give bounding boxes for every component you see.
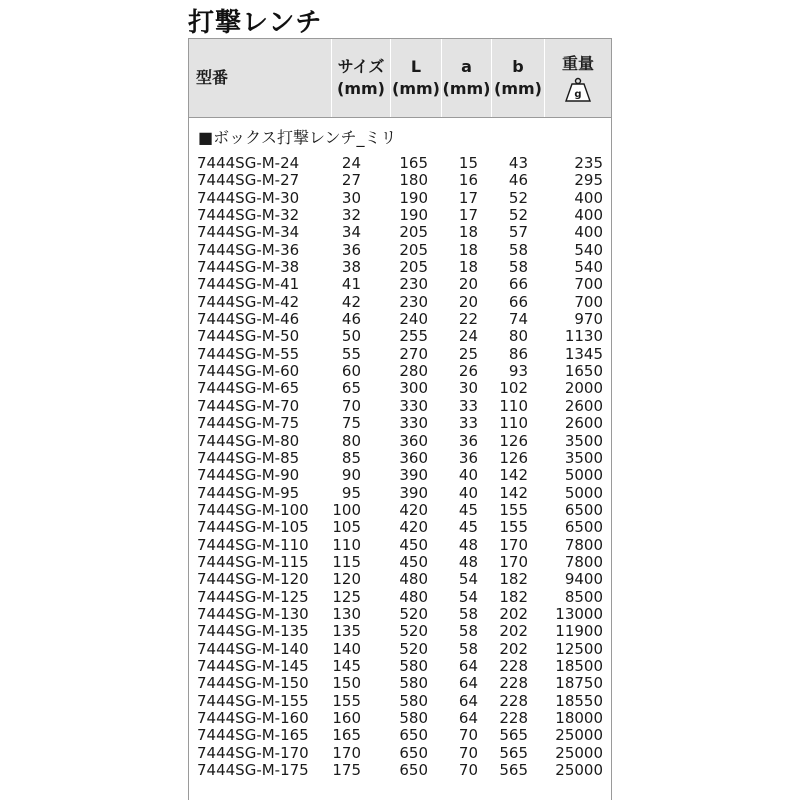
- a-cell: 40: [458, 466, 478, 485]
- header-a-unit: (mm): [442, 79, 491, 98]
- L-cell: 520: [399, 622, 428, 641]
- header-L-unit: (mm): [392, 79, 440, 98]
- table-row: [189, 276, 611, 293]
- model-cell: 7444SG-M-130: [197, 604, 309, 623]
- table-row: [189, 467, 611, 484]
- table-row: [189, 606, 611, 623]
- L-cell: 165: [399, 154, 428, 172]
- b-cell: 170: [499, 552, 528, 571]
- a-cell: 33: [458, 396, 478, 415]
- size-cell: 90: [341, 466, 361, 485]
- a-cell: 58: [458, 622, 478, 641]
- model-cell: 7444SG-M-42: [197, 292, 300, 311]
- weight-cell: 7800: [564, 552, 603, 571]
- model-cell: 7444SG-M-38: [197, 258, 300, 277]
- L-cell: 520: [399, 604, 428, 623]
- table-row: [189, 415, 611, 432]
- page-title: 打撃レンチ: [188, 8, 323, 38]
- b-cell: 66: [508, 292, 528, 311]
- table-row: [189, 589, 611, 606]
- table-row: [189, 537, 611, 554]
- header-b-unit: (mm): [494, 79, 542, 98]
- a-cell: 17: [458, 188, 478, 207]
- header-size-label: サイズ: [337, 57, 385, 76]
- model-cell: 7444SG-M-34: [197, 223, 300, 242]
- size-cell: 105: [332, 518, 361, 537]
- a-cell: 16: [458, 171, 478, 190]
- L-cell: 390: [399, 483, 428, 502]
- header-model-label: 型番: [196, 68, 229, 87]
- a-cell: 33: [458, 414, 478, 433]
- model-cell: 7444SG-M-32: [197, 206, 300, 225]
- L-cell: 480: [399, 587, 428, 606]
- table-row: [189, 172, 611, 189]
- a-cell: 58: [458, 639, 478, 658]
- model-cell: 7444SG-M-170: [197, 743, 309, 762]
- weight-cell: 18000: [555, 709, 603, 727]
- b-cell: 66: [508, 275, 528, 294]
- weight-cell: 2600: [564, 396, 603, 415]
- weight-cell: 1130: [564, 327, 603, 346]
- a-cell: 24: [458, 327, 478, 346]
- table-row: [189, 433, 611, 450]
- a-cell: 40: [458, 483, 478, 502]
- b-cell: 182: [499, 587, 528, 606]
- header-rule: [189, 117, 611, 118]
- size-cell: 170: [332, 743, 361, 762]
- size-cell: 27: [341, 171, 361, 190]
- weight-cell: 2000: [564, 379, 603, 398]
- model-cell: 7444SG-M-55: [197, 344, 300, 363]
- model-cell: 7444SG-M-155: [197, 691, 309, 710]
- table-row: [189, 710, 611, 727]
- model-cell: 7444SG-M-90: [197, 466, 300, 485]
- L-cell: 205: [399, 240, 428, 259]
- header-size-unit: (mm): [337, 79, 385, 98]
- a-cell: 26: [458, 362, 478, 381]
- a-cell: 64: [458, 709, 478, 727]
- table-row: [189, 623, 611, 640]
- L-cell: 580: [399, 691, 428, 710]
- size-cell: 155: [332, 691, 361, 710]
- size-cell: 32: [341, 206, 361, 225]
- header-L-label: L: [410, 57, 422, 76]
- L-cell: 205: [399, 258, 428, 277]
- weight-cell: 295: [574, 171, 603, 190]
- weight-cell: 12500: [555, 639, 603, 658]
- table-row: [189, 190, 611, 207]
- a-cell: 18: [458, 258, 478, 277]
- table-row: [189, 727, 611, 744]
- weight-cell: 235: [574, 154, 603, 172]
- L-cell: 190: [399, 206, 428, 225]
- table-row: [189, 693, 611, 710]
- b-cell: 93: [508, 362, 528, 381]
- L-cell: 330: [399, 414, 428, 433]
- a-cell: 17: [458, 206, 478, 225]
- header-model: [196, 39, 296, 117]
- b-cell: 155: [499, 518, 528, 537]
- L-cell: 255: [399, 327, 428, 346]
- L-cell: 520: [399, 639, 428, 658]
- b-cell: 228: [499, 709, 528, 727]
- b-cell: 74: [508, 310, 528, 329]
- size-cell: 30: [341, 188, 361, 207]
- a-cell: 54: [458, 570, 478, 589]
- weight-cell: 700: [574, 292, 603, 311]
- header-a: [442, 39, 491, 117]
- b-cell: 110: [499, 414, 528, 433]
- a-cell: 45: [458, 500, 478, 519]
- a-cell: 15: [458, 154, 478, 172]
- L-cell: 280: [399, 362, 428, 381]
- table-row: [189, 519, 611, 536]
- a-cell: 64: [458, 674, 478, 693]
- size-cell: 100: [332, 500, 361, 519]
- a-cell: 58: [458, 604, 478, 623]
- L-cell: 360: [399, 448, 428, 467]
- header-size: [332, 39, 390, 117]
- size-cell: 145: [332, 656, 361, 675]
- a-cell: 20: [458, 292, 478, 311]
- b-cell: 142: [499, 483, 528, 502]
- weight-cell: 700: [574, 275, 603, 294]
- table-row: [189, 450, 611, 467]
- a-cell: 70: [458, 743, 478, 762]
- table-row: [189, 242, 611, 259]
- L-cell: 180: [399, 171, 428, 190]
- size-cell: 120: [332, 570, 361, 589]
- weight-cell: 8500: [564, 587, 603, 606]
- weight-cell: 7800: [564, 535, 603, 554]
- b-cell: 86: [508, 344, 528, 363]
- table-row: [189, 224, 611, 241]
- b-cell: 126: [499, 448, 528, 467]
- size-cell: 130: [332, 604, 361, 623]
- b-cell: 228: [499, 674, 528, 693]
- table-row: [189, 641, 611, 658]
- weight-cell: 2600: [564, 414, 603, 433]
- model-cell: 7444SG-M-150: [197, 674, 309, 693]
- b-cell: 202: [499, 604, 528, 623]
- L-cell: 330: [399, 396, 428, 415]
- L-cell: 650: [399, 743, 428, 762]
- header-L: [391, 39, 441, 117]
- L-cell: 450: [399, 535, 428, 554]
- b-cell: 170: [499, 535, 528, 554]
- size-cell: 65: [341, 379, 361, 398]
- b-cell: 52: [508, 188, 528, 207]
- a-cell: 18: [458, 223, 478, 242]
- b-cell: 202: [499, 639, 528, 658]
- table-row: [189, 328, 611, 345]
- header-a-label: a: [461, 57, 472, 76]
- L-cell: 240: [399, 310, 428, 329]
- section-label: ■ボックス打撃レンチ_ミリ: [198, 128, 397, 147]
- weight-cell: 5000: [564, 483, 603, 502]
- size-cell: 175: [332, 761, 361, 780]
- weight-cell: 400: [574, 206, 603, 225]
- L-cell: 580: [399, 656, 428, 675]
- a-cell: 54: [458, 587, 478, 606]
- table-row: [189, 554, 611, 571]
- size-cell: 42: [341, 292, 361, 311]
- table-body: [189, 155, 611, 779]
- weight-cell: 6500: [564, 500, 603, 519]
- size-cell: 160: [332, 709, 361, 727]
- model-cell: 7444SG-M-145: [197, 656, 309, 675]
- L-cell: 650: [399, 726, 428, 745]
- L-cell: 420: [399, 518, 428, 537]
- model-cell: 7444SG-M-60: [197, 362, 300, 381]
- b-cell: 58: [508, 240, 528, 259]
- model-cell: 7444SG-M-80: [197, 431, 300, 450]
- L-cell: 205: [399, 223, 428, 242]
- b-cell: 565: [499, 761, 528, 780]
- L-cell: 230: [399, 292, 428, 311]
- table-row: [189, 294, 611, 311]
- size-cell: 75: [341, 414, 361, 433]
- L-cell: 420: [399, 500, 428, 519]
- L-cell: 230: [399, 275, 428, 294]
- table-row: [189, 259, 611, 276]
- a-cell: 48: [458, 535, 478, 554]
- table-row: [189, 762, 611, 779]
- b-cell: 182: [499, 570, 528, 589]
- a-cell: 30: [458, 379, 478, 398]
- size-cell: 140: [332, 639, 361, 658]
- size-cell: 38: [341, 258, 361, 277]
- size-cell: 36: [341, 240, 361, 259]
- a-cell: 36: [458, 431, 478, 450]
- table-row: [189, 502, 611, 519]
- size-cell: 150: [332, 674, 361, 693]
- weight-cell: 25000: [555, 743, 603, 762]
- a-cell: 36: [458, 448, 478, 467]
- L-cell: 450: [399, 552, 428, 571]
- a-cell: 48: [458, 552, 478, 571]
- table-row: [189, 571, 611, 588]
- weight-cell: 18500: [555, 656, 603, 675]
- size-cell: 115: [332, 552, 361, 571]
- size-cell: 135: [332, 622, 361, 641]
- table-row: [189, 363, 611, 380]
- table-row: [189, 658, 611, 675]
- model-cell: 7444SG-M-41: [197, 275, 300, 294]
- size-cell: 24: [341, 154, 361, 172]
- L-cell: 480: [399, 570, 428, 589]
- b-cell: 565: [499, 726, 528, 745]
- L-cell: 300: [399, 379, 428, 398]
- weight-cell: 1345: [564, 344, 603, 363]
- weight-cell: 3500: [564, 431, 603, 450]
- L-cell: 270: [399, 344, 428, 363]
- size-cell: 80: [341, 431, 361, 450]
- a-cell: 20: [458, 275, 478, 294]
- L-cell: 650: [399, 761, 428, 780]
- model-cell: 7444SG-M-30: [197, 188, 300, 207]
- model-cell: 7444SG-M-24: [197, 154, 300, 172]
- model-cell: 7444SG-M-140: [197, 639, 309, 658]
- table-row: [189, 311, 611, 328]
- header-b: [492, 39, 544, 117]
- size-cell: 95: [341, 483, 361, 502]
- weight-cell: 11900: [555, 622, 603, 641]
- weight-cell: 25000: [555, 726, 603, 745]
- weight-cell: 18750: [555, 674, 603, 693]
- size-cell: 60: [341, 362, 361, 381]
- a-cell: 18: [458, 240, 478, 259]
- table-row: [189, 155, 611, 172]
- model-cell: 7444SG-M-105: [197, 518, 309, 537]
- weight-cell: 540: [574, 258, 603, 277]
- model-cell: 7444SG-M-120: [197, 570, 309, 589]
- weight-cell: 3500: [564, 448, 603, 467]
- model-cell: 7444SG-M-50: [197, 327, 300, 346]
- a-cell: 70: [458, 761, 478, 780]
- weight-cell: 25000: [555, 761, 603, 780]
- b-cell: 43: [508, 154, 528, 172]
- weight-cell: 6500: [564, 518, 603, 537]
- size-cell: 165: [332, 726, 361, 745]
- model-cell: 7444SG-M-160: [197, 709, 309, 727]
- model-cell: 7444SG-M-115: [197, 552, 309, 571]
- L-cell: 390: [399, 466, 428, 485]
- size-cell: 125: [332, 587, 361, 606]
- b-cell: 102: [499, 379, 528, 398]
- size-cell: 50: [341, 327, 361, 346]
- L-cell: 580: [399, 709, 428, 727]
- size-cell: 70: [341, 396, 361, 415]
- model-cell: 7444SG-M-65: [197, 379, 300, 398]
- model-cell: 7444SG-M-95: [197, 483, 300, 502]
- a-cell: 25: [458, 344, 478, 363]
- b-cell: 155: [499, 500, 528, 519]
- table-row: [189, 380, 611, 397]
- weight-cell: 5000: [564, 466, 603, 485]
- table-row: [189, 207, 611, 224]
- model-cell: 7444SG-M-85: [197, 448, 300, 467]
- table-row: [189, 675, 611, 692]
- model-cell: 7444SG-M-70: [197, 396, 300, 415]
- weight-cell: 970: [574, 310, 603, 329]
- weight-icon: [563, 77, 593, 103]
- b-cell: 228: [499, 656, 528, 675]
- L-cell: 360: [399, 431, 428, 450]
- a-cell: 45: [458, 518, 478, 537]
- table-row: [189, 745, 611, 762]
- a-cell: 22: [458, 310, 478, 329]
- b-cell: 46: [508, 171, 528, 190]
- model-cell: 7444SG-M-100: [197, 500, 309, 519]
- b-cell: 80: [508, 327, 528, 346]
- b-cell: 58: [508, 258, 528, 277]
- b-cell: 57: [508, 223, 528, 242]
- table-row: [189, 485, 611, 502]
- model-cell: 7444SG-M-27: [197, 171, 300, 190]
- model-cell: 7444SG-M-175: [197, 761, 309, 780]
- weight-unit-label: g: [574, 89, 582, 100]
- weight-cell: 18550: [555, 691, 603, 710]
- table-row: [189, 398, 611, 415]
- b-cell: 202: [499, 622, 528, 641]
- model-cell: 7444SG-M-46: [197, 310, 300, 329]
- weight-cell: 400: [574, 188, 603, 207]
- table-row: [189, 346, 611, 363]
- b-cell: 110: [499, 396, 528, 415]
- a-cell: 64: [458, 691, 478, 710]
- model-cell: 7444SG-M-125: [197, 587, 309, 606]
- header-weight: [545, 39, 611, 117]
- a-cell: 64: [458, 656, 478, 675]
- size-cell: 34: [341, 223, 361, 242]
- a-cell: 70: [458, 726, 478, 745]
- weight-cell: 540: [574, 240, 603, 259]
- size-cell: 46: [341, 310, 361, 329]
- weight-cell: 1650: [564, 362, 603, 381]
- size-cell: 110: [332, 535, 361, 554]
- b-cell: 126: [499, 431, 528, 450]
- model-cell: 7444SG-M-110: [197, 535, 309, 554]
- L-cell: 580: [399, 674, 428, 693]
- model-cell: 7444SG-M-36: [197, 240, 300, 259]
- model-cell: 7444SG-M-165: [197, 726, 309, 745]
- b-cell: 228: [499, 691, 528, 710]
- header-b-label: b: [512, 57, 524, 76]
- weight-cell: 13000: [555, 604, 603, 623]
- b-cell: 142: [499, 466, 528, 485]
- model-cell: 7444SG-M-135: [197, 622, 309, 641]
- weight-cell: 9400: [564, 570, 603, 589]
- b-cell: 52: [508, 206, 528, 225]
- L-cell: 190: [399, 188, 428, 207]
- b-cell: 565: [499, 743, 528, 762]
- size-cell: 55: [341, 344, 361, 363]
- weight-cell: 400: [574, 223, 603, 242]
- model-cell: 7444SG-M-75: [197, 414, 300, 433]
- header-weight-label: 重量: [561, 54, 594, 73]
- size-cell: 41: [341, 275, 361, 294]
- size-cell: 85: [341, 448, 361, 467]
